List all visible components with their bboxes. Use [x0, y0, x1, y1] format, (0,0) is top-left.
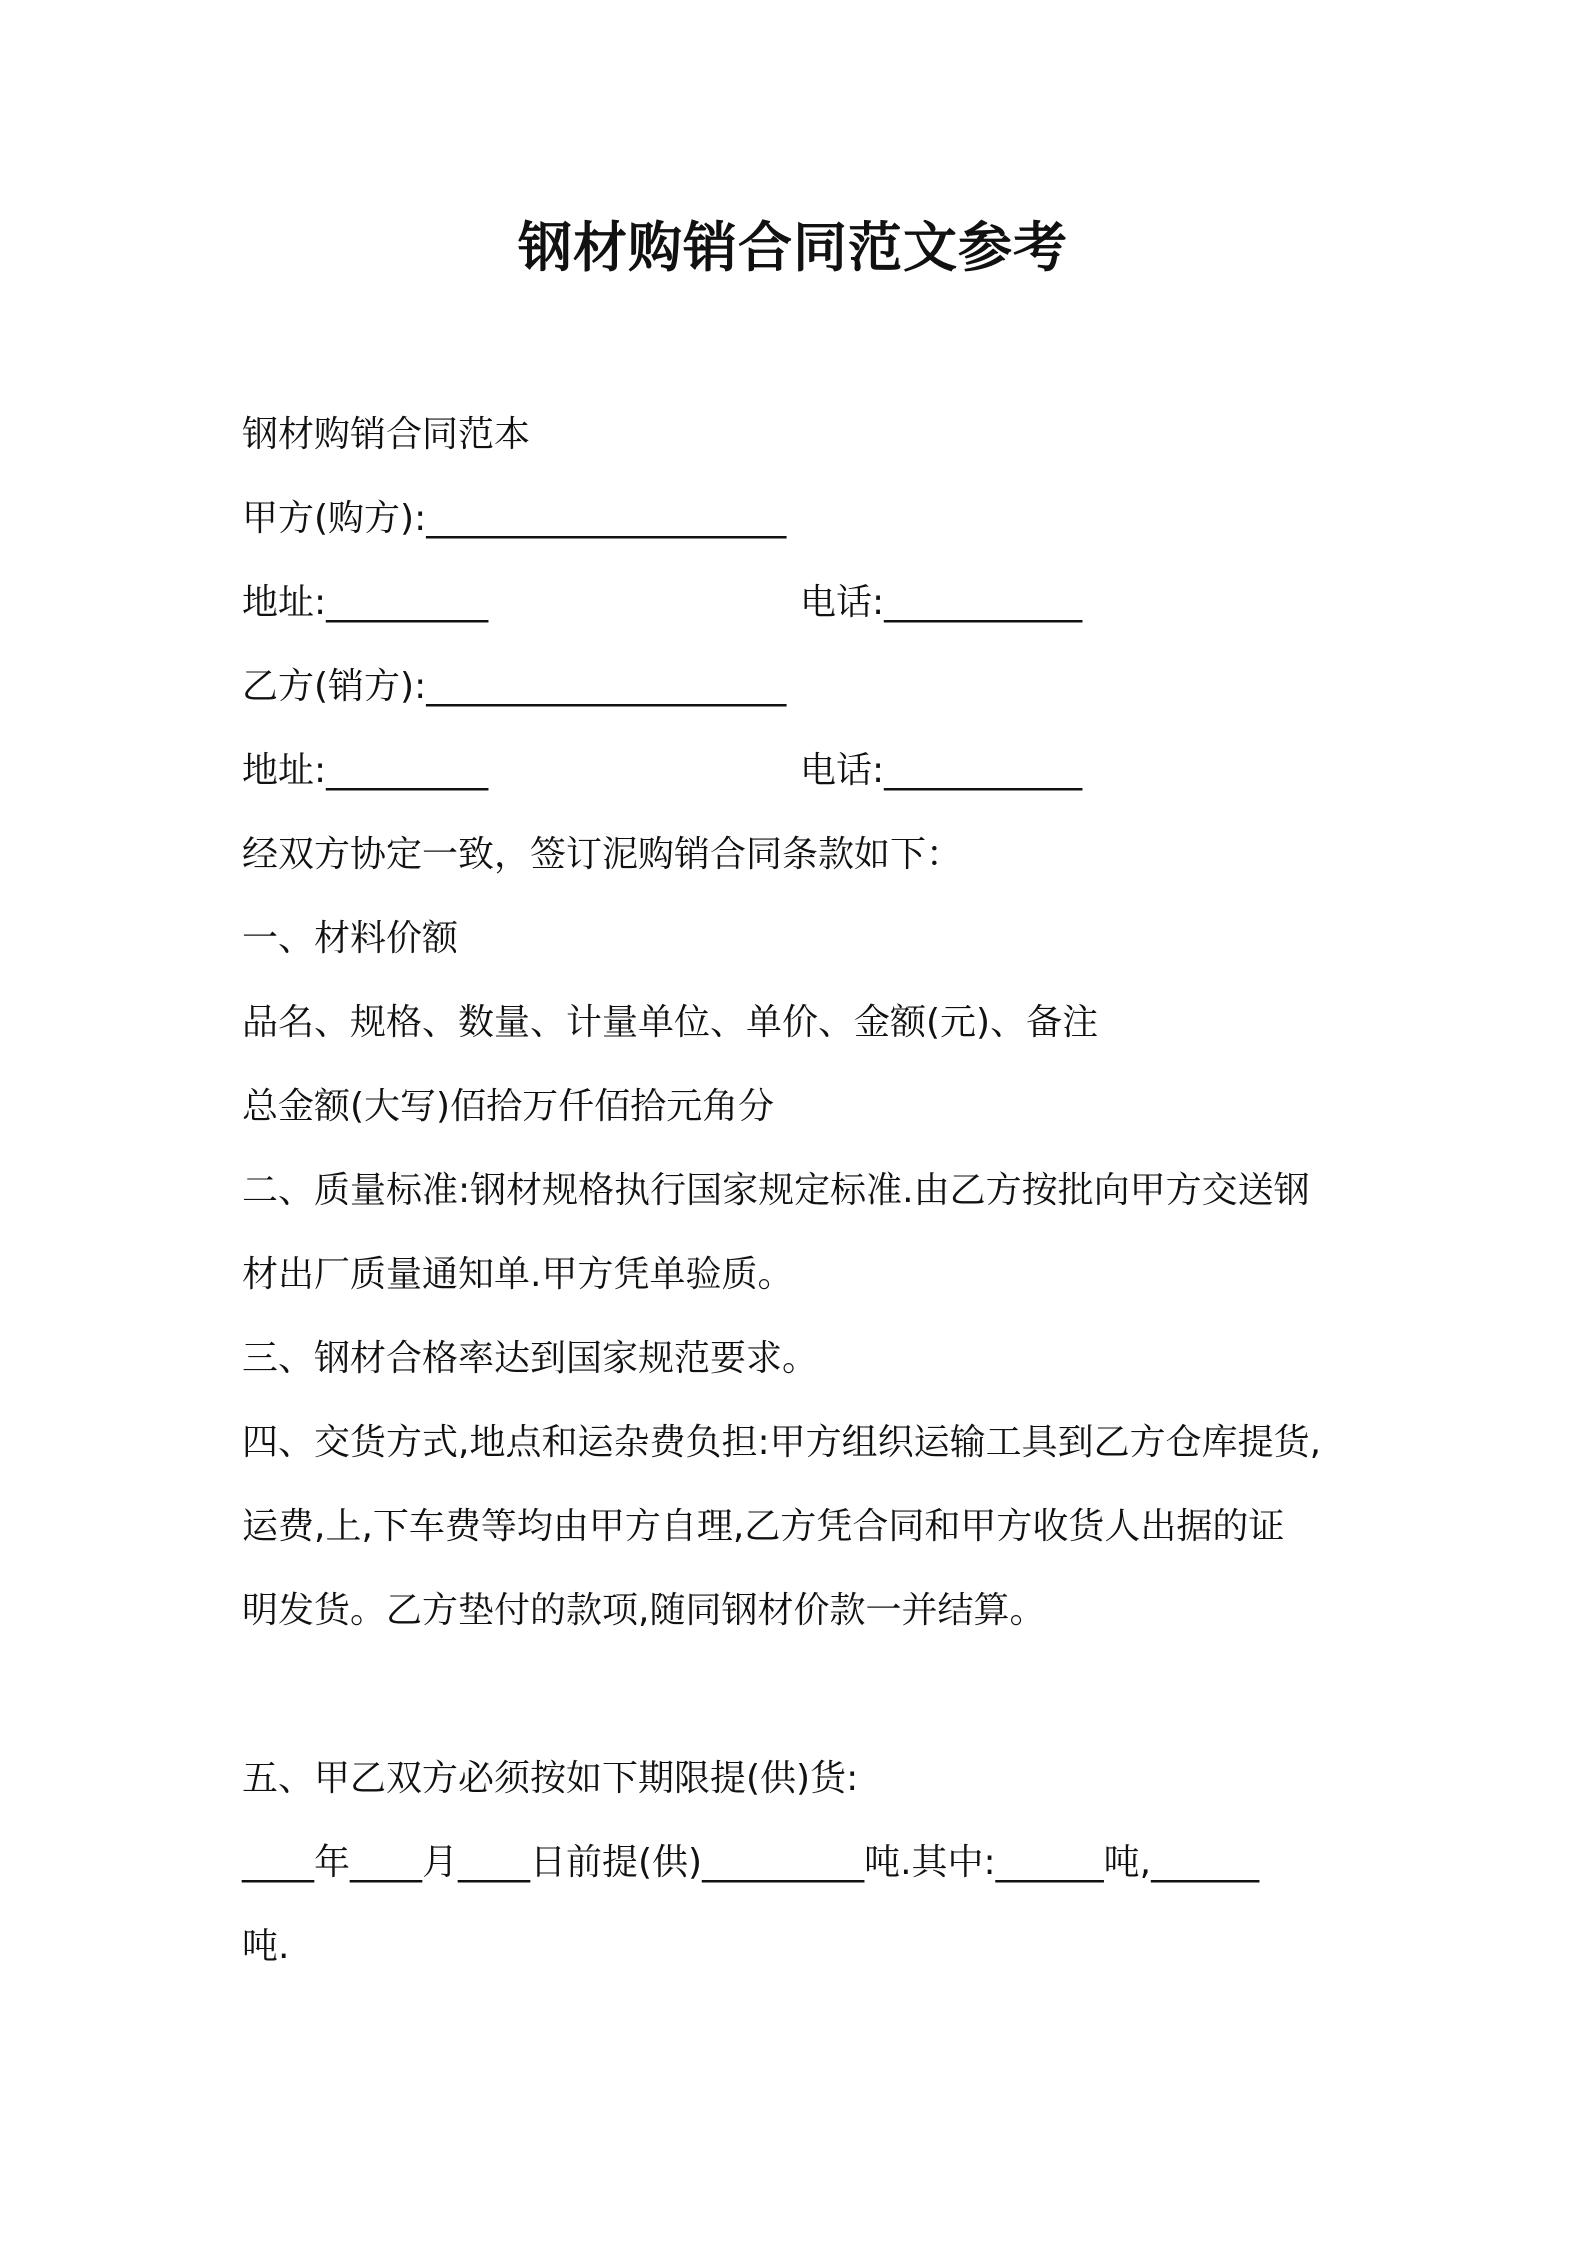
clause-1-total: 总金额(大写)佰拾万仟佰拾元角分 — [242, 1086, 775, 1127]
agreement-intro: 经双方协定一致，签订泥购销合同条款如下： — [242, 834, 963, 875]
party-a-phone: 电话:___________ — [800, 582, 1083, 623]
party-a-line: 甲方(购方):____________________ — [242, 498, 787, 539]
clause-3: 三、钢材合格率达到国家规范要求。 — [242, 1338, 819, 1379]
party-b-address: 地址:_________ — [242, 750, 489, 791]
clause-5-line-1: ____年____月____日前提(供)_________吨.其中:______吨,______ — [242, 1842, 1260, 1883]
clause-2-line-1: 二、质量标准:钢材规格执行国家规定标准.由乙方按批向甲方交送钢 — [242, 1170, 1310, 1211]
clause-5-line-2: 吨. — [242, 1926, 290, 1967]
clause-1-heading: 一、材料价额 — [242, 918, 459, 959]
contract-subtitle: 钢材购销合同范本 — [242, 414, 531, 455]
party-a-address: 地址:_________ — [242, 582, 489, 623]
clause-4-line-3: 明发货。乙方垫付的款项,随同钢材价款一并结算。 — [242, 1590, 1046, 1631]
document-title: 钢材购销合同范文参考 — [518, 216, 1068, 279]
party-b-line: 乙方(销方):____________________ — [242, 666, 787, 707]
clause-4-line-1: 四、交货方式,地点和运杂费负担:甲方组织运输工具到乙方仓库提货, — [242, 1422, 1322, 1463]
clause-2-line-2: 材出厂质量通知单.甲方凭单验质。 — [242, 1254, 794, 1295]
party-b-phone: 电话:___________ — [800, 750, 1083, 791]
clause-4-line-2: 运费,上,下车费等均由甲方自理,乙方凭合同和甲方收货人出据的证 — [242, 1506, 1285, 1547]
clause-1-fields: 品名、规格、数量、计量单位、单价、金额(元)、备注 — [242, 1002, 1099, 1043]
clause-5-heading: 五、甲乙双方必须按如下期限提(供)货: — [242, 1758, 859, 1799]
